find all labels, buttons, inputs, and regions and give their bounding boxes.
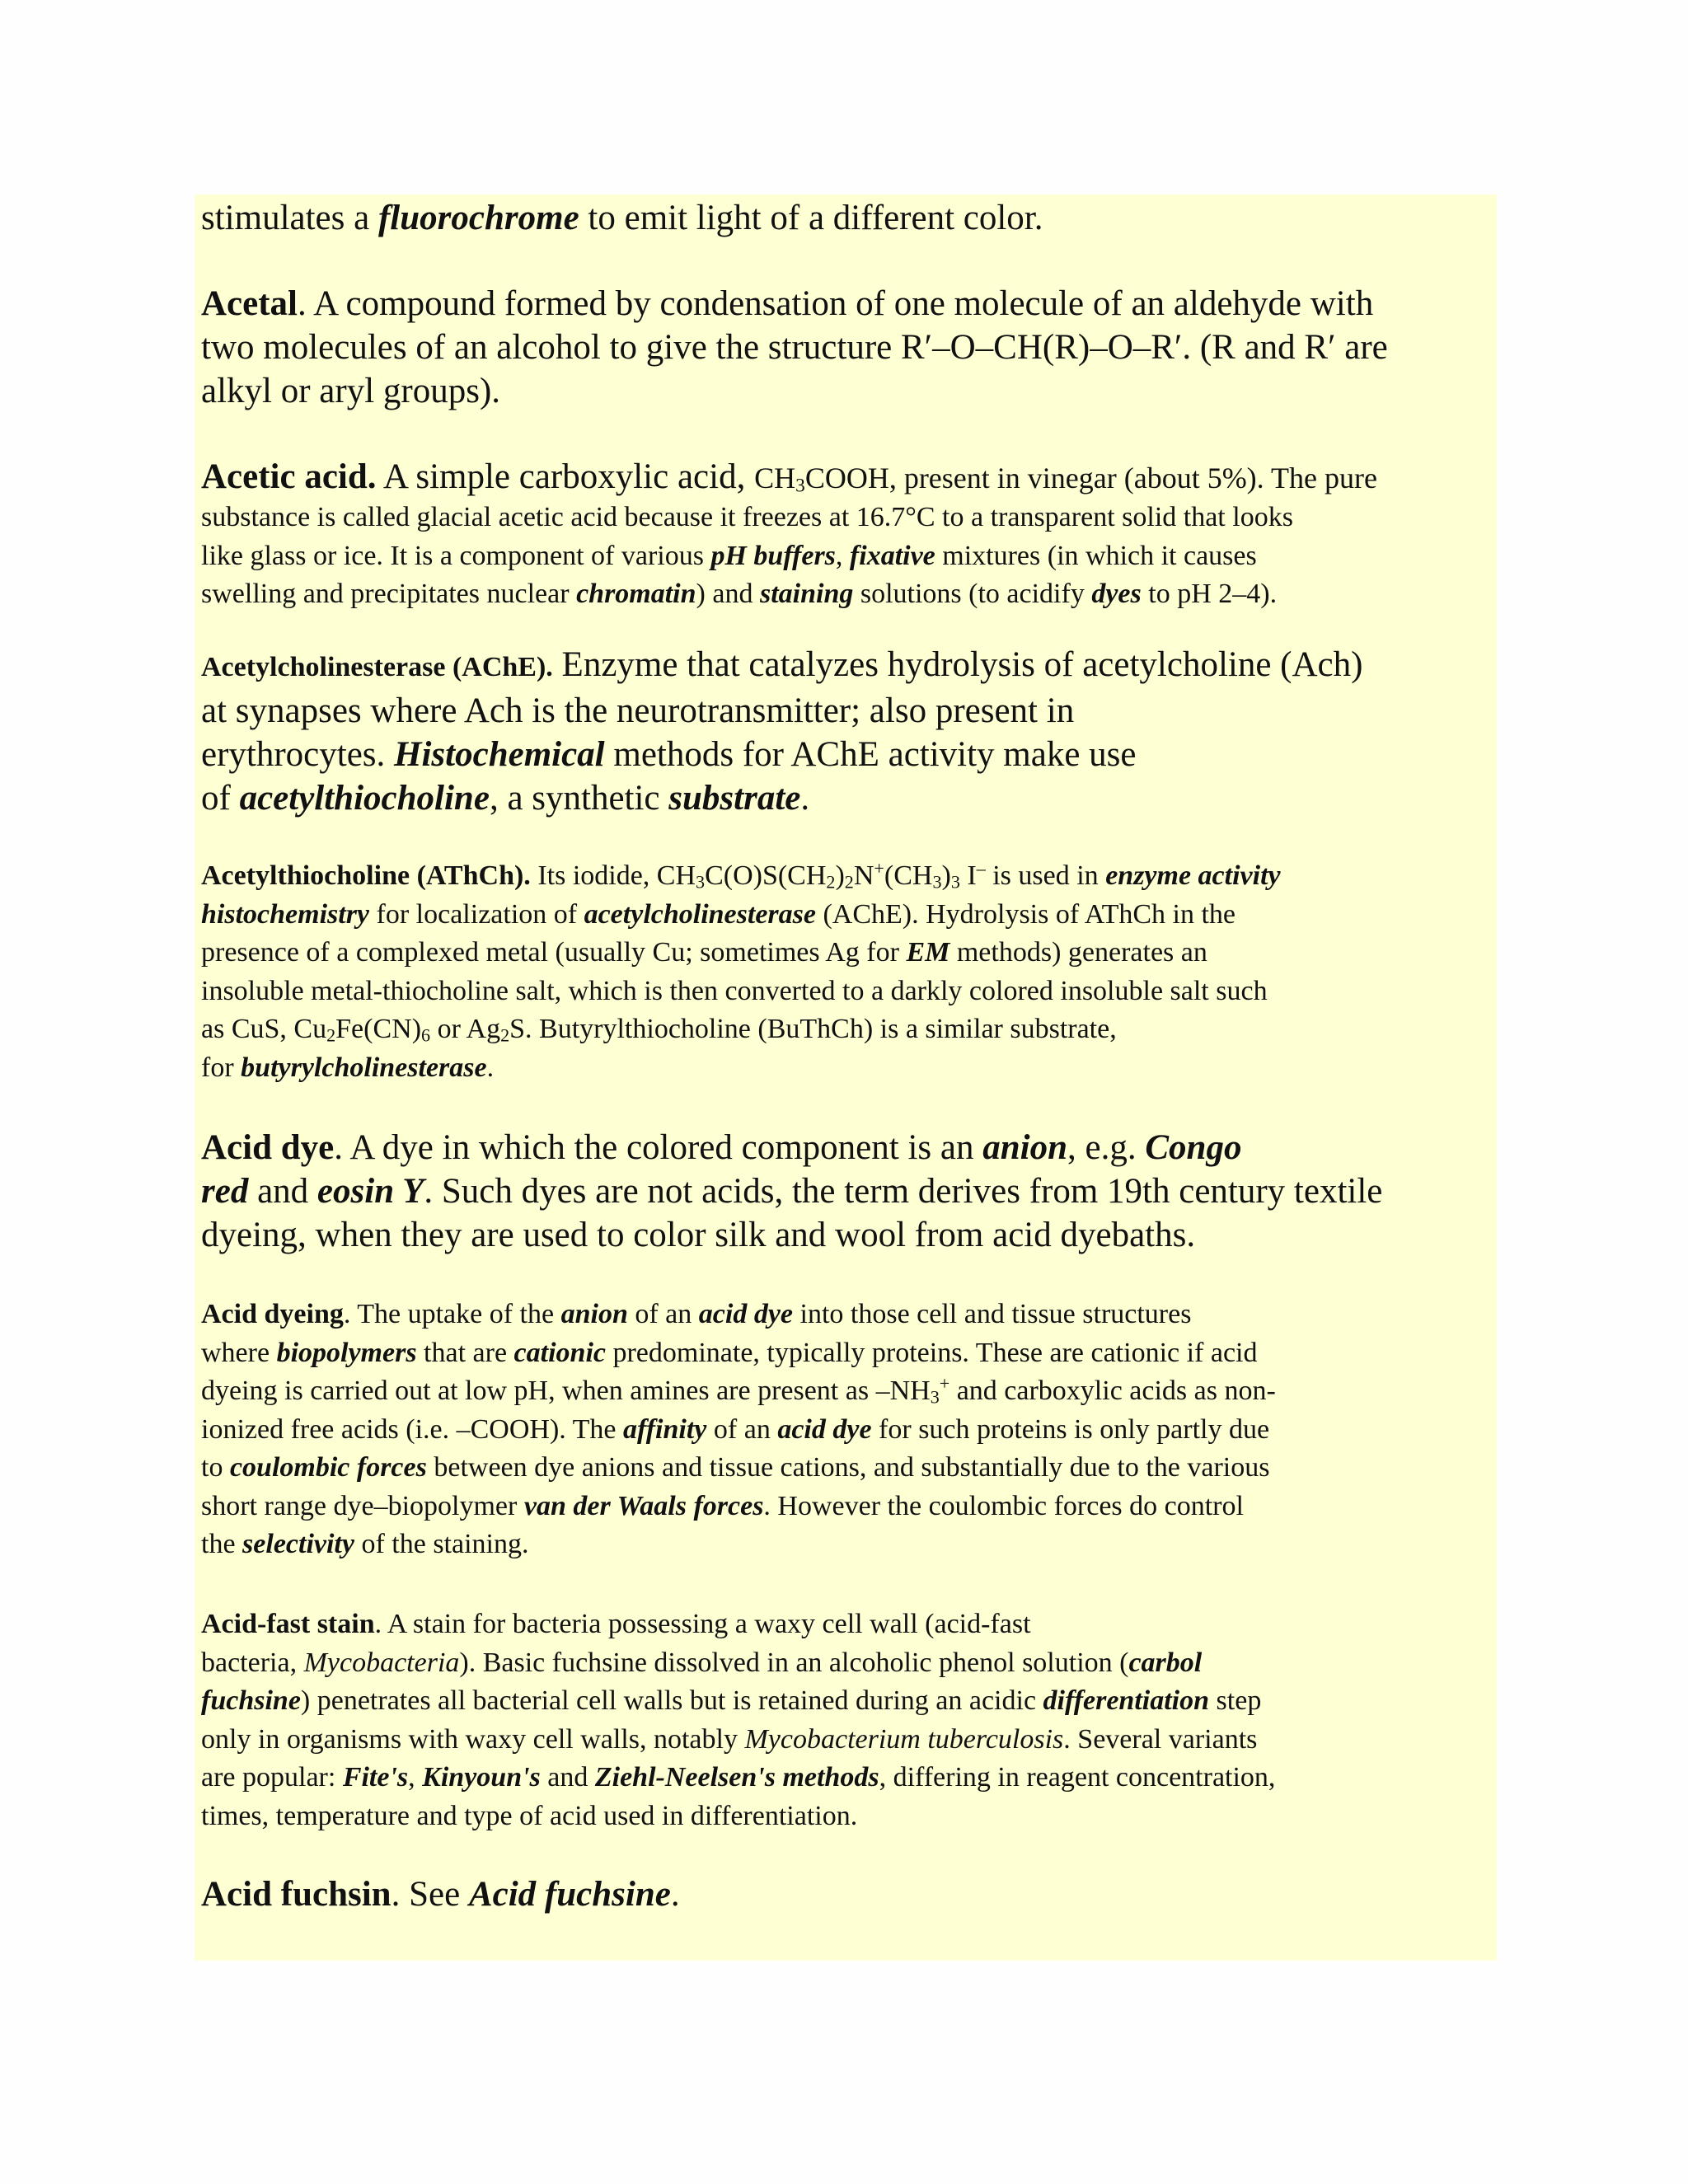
text: to	[201, 1452, 230, 1483]
link-staining[interactable]: staining	[759, 579, 854, 609]
text: .	[800, 779, 810, 818]
text: and carboxylic acids as non-	[950, 1376, 1276, 1406]
text: N	[853, 860, 874, 891]
link-carbol-fuchsine-cont[interactable]: fuchsine	[201, 1685, 301, 1716]
subscript: 3	[795, 475, 805, 497]
link-fixative[interactable]: fixative	[849, 540, 935, 571]
term-acid-fuchsin: Acid fuchsin	[201, 1875, 392, 1914]
subscript: 3	[950, 871, 960, 893]
link-histochemistry[interactable]: histochemistry	[201, 898, 370, 930]
text: bacteria,	[201, 1647, 304, 1678]
text: , differing in reagent concentration,	[879, 1762, 1276, 1793]
subscript: 3	[930, 1386, 940, 1408]
link-butyrylcholinesterase[interactable]: butyrylcholinesterase	[241, 1052, 487, 1083]
link-biopolymers[interactable]: biopolymers	[276, 1337, 417, 1368]
link-van-der-waals-forces[interactable]: van der Waals forces	[523, 1490, 764, 1521]
text: I	[959, 860, 977, 891]
link-substrate[interactable]: substrate	[668, 779, 801, 818]
text: )	[835, 860, 845, 891]
text: ,	[408, 1762, 423, 1793]
superscript: +	[874, 857, 884, 879]
text: . Several variants	[1063, 1723, 1258, 1755]
entry-acetylcholinesterase	[201, 643, 1362, 820]
text: between dye anions and tissue cations, and substantially due to the various	[426, 1452, 1270, 1483]
text: Its iodide, CH	[530, 860, 696, 891]
link-congo-red-cont[interactable]: red	[201, 1172, 249, 1211]
subscript: 3	[696, 871, 706, 893]
link-em[interactable]: EM	[906, 937, 950, 968]
text: as CuS, Cu	[201, 1014, 327, 1044]
link-dyes[interactable]: dyes	[1091, 579, 1142, 609]
text: .	[486, 1052, 495, 1083]
term-acid-dyeing: Acid dyeing	[201, 1299, 344, 1329]
subscript: 2	[500, 1024, 510, 1046]
text: , a synthetic	[489, 779, 669, 818]
entry-acetylthiocholine	[201, 857, 1281, 1087]
text: at synapses where Ach is the neurotransmitter; also present in	[201, 691, 1075, 730]
text: stimulates a	[201, 199, 378, 237]
text: only in organisms with waxy cell walls, notably	[201, 1723, 745, 1755]
text: .	[670, 1875, 680, 1914]
text: swelling and precipitates nuclear	[201, 579, 577, 609]
superscript: –	[976, 857, 986, 879]
text: ) penetrates all bacterial cell walls but is retained during an acidic	[300, 1685, 1043, 1716]
text: the	[201, 1529, 243, 1559]
link-fluorochrome[interactable]: fluorochrome	[377, 199, 579, 237]
text: or Ag	[430, 1014, 501, 1044]
text: and	[248, 1172, 317, 1211]
text: methods for AChE activity make use	[604, 735, 1137, 774]
text: dyeing, when they are used to color silk and wool from acid dyebaths.	[201, 1216, 1196, 1254]
link-carbol-fuchsine[interactable]: carbol	[1128, 1647, 1203, 1678]
text: of the staining.	[354, 1529, 529, 1559]
link-affinity[interactable]: affinity	[623, 1413, 707, 1445]
text: . A dye in which the colored component is an	[334, 1128, 983, 1167]
text: methods) generates an	[950, 937, 1207, 968]
text: step	[1209, 1685, 1262, 1716]
link-acid-fuchsine[interactable]: Acid fuchsine	[468, 1875, 671, 1914]
entry-acetic-acid	[201, 455, 1377, 614]
link-histochemical[interactable]: Histochemical	[394, 735, 605, 774]
text: of an	[706, 1413, 778, 1445]
text: C(O)S(CH	[705, 860, 827, 891]
link-acid-dye[interactable]: acid dye	[777, 1413, 872, 1445]
text: substance is called glacial acetic acid because it freezes at 16.7°C to a transparent solid that looks	[201, 502, 1293, 532]
link-eosin-y[interactable]: eosin Y	[316, 1172, 424, 1211]
text: ionized free acids (i.e. –COOH). The	[201, 1413, 624, 1445]
text: Mycobacteria	[303, 1647, 460, 1678]
link-chromatin[interactable]: chromatin	[576, 579, 696, 609]
term-acid-dye: Acid dye	[201, 1128, 335, 1167]
text: into those cell and tissue structures	[793, 1299, 1192, 1329]
text: . A stain for bacteria possessing a waxy cell wall (acid-fast	[374, 1609, 1031, 1639]
superscript: +	[939, 1372, 950, 1394]
text: Fe(CN)	[335, 1014, 422, 1044]
subscript: 6	[421, 1024, 431, 1046]
term-acetal: Acetal	[201, 284, 298, 323]
text: to emit light of a different color.	[579, 199, 1043, 237]
text: . A compound formed by condensation of one molecule of an aldehyde with	[298, 284, 1374, 323]
link-acid-dye[interactable]: acid dye	[698, 1299, 793, 1329]
link-anion[interactable]: anion	[982, 1128, 1068, 1167]
text: . Such dyes are not acids, the term derives from 19th century textile	[424, 1172, 1383, 1211]
text: (CH	[884, 860, 933, 891]
entry-acid-fuchsin	[201, 1872, 680, 1916]
glossary-content	[195, 194, 1497, 1961]
text: and	[540, 1762, 595, 1793]
text: A simple carboxylic acid,	[376, 457, 755, 496]
entry-continuation	[201, 196, 1043, 240]
text: alkyl or aryl groups).	[201, 372, 501, 410]
link-congo-red[interactable]: Congo	[1145, 1128, 1242, 1167]
text: presence of a complexed metal (usually Cu; sometimes Ag for	[201, 937, 907, 968]
text: CH	[754, 462, 796, 494]
link-coulombic-forces[interactable]: coulombic forces	[229, 1452, 427, 1483]
subscript: 2	[844, 871, 854, 893]
link-ziehl-neelsens-methods[interactable]: Ziehl-Neelsen's methods	[594, 1762, 879, 1793]
entry-acetal	[201, 282, 1388, 413]
term-acid-fast-stain: Acid-fast stain	[201, 1609, 375, 1639]
text: of an	[627, 1299, 699, 1329]
link-cationic[interactable]: cationic	[513, 1337, 606, 1368]
text: times, temperature and type of acid used in differentiation.	[201, 1800, 858, 1831]
link-acetylthiocholine[interactable]: acetylthiocholine	[239, 779, 490, 818]
link-enzyme-activity[interactable]: enzyme activity	[1105, 860, 1281, 891]
entry-acid-dyeing	[201, 1296, 1276, 1564]
link-acetylcholinesterase[interactable]: acetylcholinesterase	[584, 898, 816, 930]
link-differentiation[interactable]: differentiation	[1043, 1685, 1210, 1716]
text: , e.g.	[1067, 1128, 1146, 1167]
text: for such proteins is only partly due	[871, 1413, 1270, 1445]
text: short range dye–biopolymer	[201, 1490, 524, 1521]
term-ache: Acetylcholinesterase (AChE).	[201, 652, 553, 682]
text: ,	[835, 540, 850, 571]
subscript: 2	[826, 871, 836, 893]
link-fites[interactable]: Fite's	[342, 1762, 409, 1793]
term-athch: Acetylthiocholine (AThCh).	[201, 860, 531, 891]
text: erythrocytes.	[201, 735, 395, 774]
subscript: 3	[932, 871, 942, 893]
text: predominate, typically proteins. These are cationic if acid	[605, 1337, 1258, 1368]
text: (AChE). Hydrolysis of AThCh in the	[815, 898, 1236, 930]
text: dyeing is carried out at low pH, when amines are present as –NH	[201, 1376, 931, 1406]
text: for localization of	[369, 898, 584, 930]
link-anion[interactable]: anion	[560, 1299, 628, 1329]
text: . See	[391, 1875, 469, 1914]
link-kinyouns[interactable]: Kinyoun's	[422, 1762, 541, 1793]
term-acetic-acid: Acetic acid.	[201, 457, 377, 496]
text: are popular:	[201, 1762, 343, 1793]
text: insoluble metal-thiocholine salt, which is then converted to a darkly colored insoluble salt such	[201, 975, 1268, 1006]
text: like glass or ice. It is a component of various	[201, 540, 711, 571]
text: mixtures (in which it causes	[935, 540, 1257, 571]
text: )	[941, 860, 951, 891]
text: that are	[416, 1337, 514, 1368]
text: is used in	[985, 860, 1106, 891]
text: S. Butyrylthiocholine (BuThCh) is a similar substrate,	[509, 1014, 1117, 1044]
text: for	[201, 1052, 241, 1083]
link-ph-buffers[interactable]: pH buffers	[710, 540, 836, 571]
text: Enzyme that catalyzes hydrolysis of acetylcholine (Ach)	[552, 645, 1363, 684]
text: . The uptake of the	[343, 1299, 561, 1329]
text: where	[201, 1337, 277, 1368]
text: ). Basic fuchsine dissolved in an alcoholic phenol solution (	[459, 1647, 1129, 1678]
entry-acid-fast-stain	[201, 1605, 1275, 1835]
text: two molecules of an alcohol to give the structure R′–O–CH(R)–O–R′. (R and R′ are	[201, 328, 1388, 367]
link-selectivity[interactable]: selectivity	[242, 1529, 354, 1559]
text: ) and	[696, 579, 760, 609]
text: of	[201, 779, 240, 818]
text: Mycobacterium tuberculosis	[744, 1723, 1064, 1755]
text: . However the coulombic forces do control	[763, 1490, 1244, 1521]
text: to pH 2–4).	[1141, 579, 1278, 609]
text: solutions (to acidify	[853, 579, 1092, 609]
text: COOH, present in vinegar (about 5%). The pure	[804, 462, 1377, 494]
entry-acid-dye	[201, 1126, 1382, 1257]
subscript: 2	[326, 1024, 336, 1046]
